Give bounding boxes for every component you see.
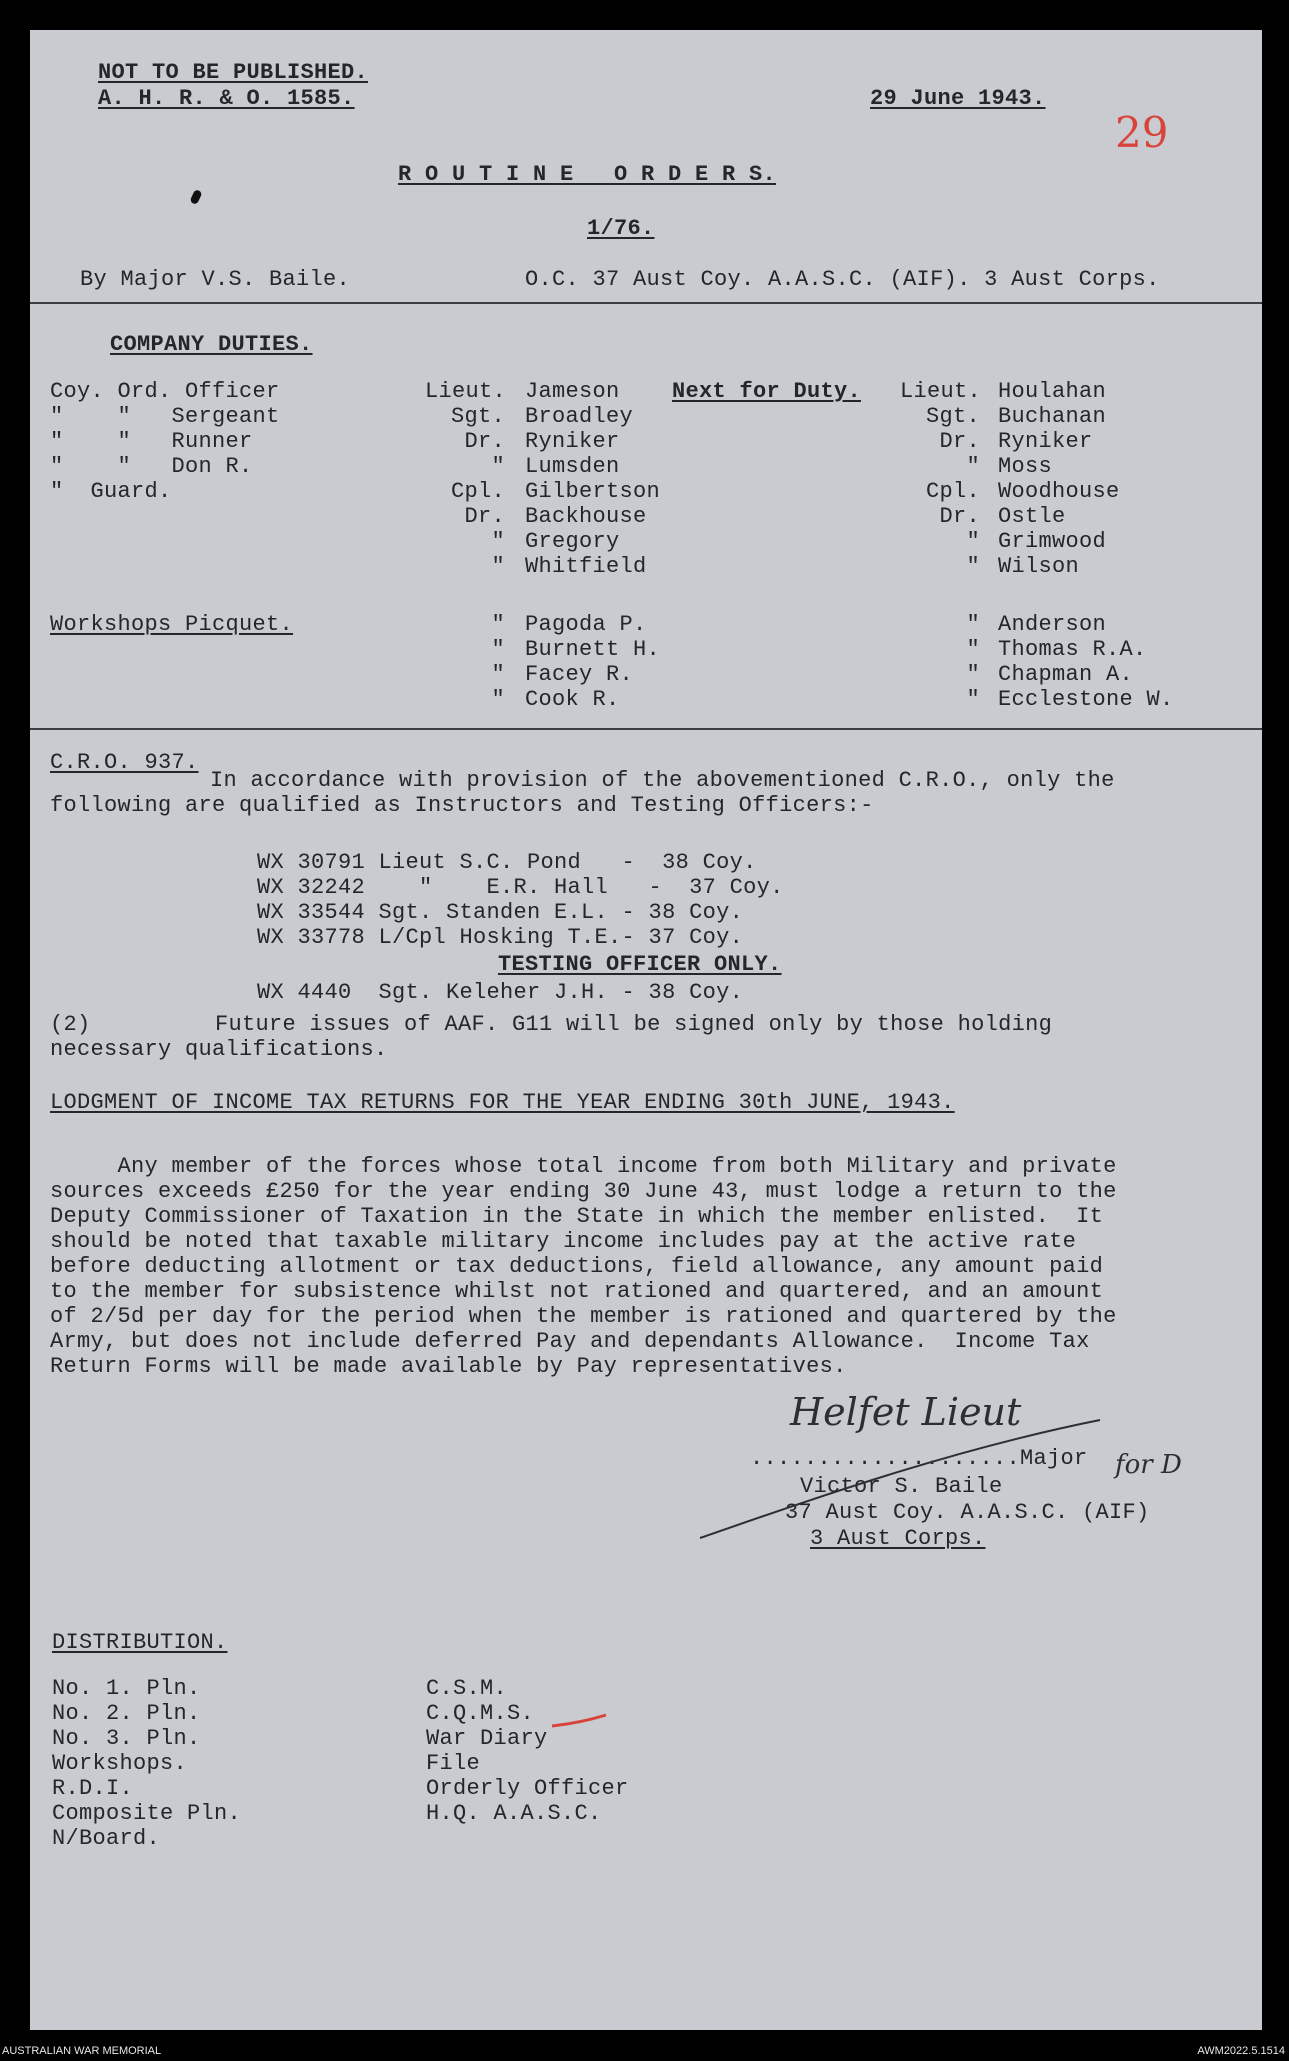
order-number: 1/76. [587, 216, 655, 241]
income-tax-line: sources exceeds £250 for the year ending 30 June 43, must lodge a return to the [50, 1179, 1117, 1204]
duty-rank: Sgt. [450, 404, 505, 429]
distribution-item: H.Q. A.A.S.C. [426, 1801, 602, 1826]
distribution-item: No. 3. Pln. [52, 1726, 201, 1751]
income-tax-line: to the member for subsistence whilst not rationed and quartered, and an amount [50, 1279, 1104, 1304]
reference-number: A. H. R. & O. 1585. [98, 86, 355, 111]
picquet-rank: " [491, 612, 505, 637]
distribution-item: N/Board. [52, 1826, 161, 1851]
duty-role: " " Don R. [50, 454, 253, 479]
next-duty-name: Houlahan [998, 379, 1107, 404]
instructor-entry: WX 32242 " E.R. Hall - 37 Coy. [257, 875, 784, 900]
distribution-item: R.D.I. [52, 1776, 134, 1801]
next-picquet-rank: " [966, 687, 980, 712]
signatory-unit: 37 Aust Coy. A.A.S.C. (AIF) [785, 1500, 1150, 1525]
document-title: R O U T I N E O R D E R S. [398, 162, 777, 187]
signature-stroke [690, 1410, 1110, 1550]
divider [30, 302, 1262, 304]
next-duty-name: Woodhouse [998, 479, 1120, 504]
next-picquet-name: Chapman A. [998, 662, 1134, 687]
duty-name: Gregory [525, 529, 620, 554]
instructor-entry: WX 33778 L/Cpl Hosking T.E.- 37 Coy. [257, 925, 744, 950]
duty-name: Gilbertson [525, 479, 661, 504]
instructor-entry: WX 33544 Sgt. Standen E.L. - 38 Coy. [257, 900, 744, 925]
duty-name: Jameson [525, 379, 620, 404]
next-picquet-name: Anderson [998, 612, 1107, 637]
duty-name: Broadley [525, 404, 634, 429]
next-duty-name: Ryniker [998, 429, 1093, 454]
company-duties-heading: COMPANY DUTIES. [110, 332, 313, 357]
item-text-line: necessary qualifications. [50, 1037, 388, 1062]
officer-commanding: O.C. 37 Aust Coy. A.A.S.C. (AIF). 3 Aust Corps. [525, 267, 1160, 292]
income-tax-heading: LODGMENT OF INCOME TAX RETURNS FOR THE YEAR ENDING 30th JUNE, 1943. [50, 1090, 955, 1115]
divider [30, 728, 1262, 730]
distribution-heading: DISTRIBUTION. [52, 1630, 228, 1655]
distribution-item: Workshops. [52, 1751, 188, 1776]
income-tax-line: Deputy Commissioner of Taxation in the State in which the member enlisted. It [50, 1204, 1104, 1229]
instructor-entry: WX 30791 Lieut S.C. Pond - 38 Coy. [257, 850, 757, 875]
picquet-name: Burnett H. [525, 637, 661, 662]
distribution-item: No. 2. Pln. [52, 1701, 201, 1726]
duty-role: " " Runner [50, 429, 253, 454]
next-for-duty-label: Next for Duty. [672, 379, 862, 404]
next-duty-name: Buchanan [998, 404, 1107, 429]
picquet-rank: " [491, 637, 505, 662]
ink-blot [189, 189, 202, 205]
item-text-line: Future issues of AAF. G11 will be signed only by those holding [215, 1012, 1053, 1037]
next-duty-name: Wilson [998, 554, 1080, 579]
next-duty-name: Ostle [998, 504, 1066, 529]
distribution-item: C.S.M. [426, 1676, 508, 1701]
next-duty-name: Moss [998, 454, 1053, 479]
distribution-item: C.Q.M.S. [426, 1701, 535, 1726]
duty-rank: Lieut. [425, 379, 507, 404]
next-picquet-name: Thomas R.A. [998, 637, 1147, 662]
duty-rank: Dr. [464, 429, 505, 454]
footer-source: AUSTRALIAN WAR MEMORIAL [2, 2045, 162, 2057]
duty-role: " Guard. [50, 479, 172, 504]
next-duty-name: Grimwood [998, 529, 1107, 554]
next-duty-rank: Dr. [939, 429, 980, 454]
duty-name: Ryniker [525, 429, 620, 454]
next-picquet-rank: " [966, 662, 980, 687]
handwritten-signature: Helfet Lieut [790, 1390, 1022, 1434]
next-picquet-rank: " [966, 637, 980, 662]
income-tax-line: before deducting allotment or tax deductions, field allowance, any amount paid [50, 1254, 1104, 1279]
cro-heading: C.R.O. 937. [50, 750, 199, 775]
testing-officer-heading: TESTING OFFICER ONLY. [498, 952, 782, 977]
income-tax-line: Return Forms will be made available by Pay representatives. [50, 1354, 847, 1379]
income-tax-line: of 2/5d per day for the period when the member is rationed and quartered by the [50, 1304, 1117, 1329]
workshops-picquet-label: Workshops Picquet. [50, 612, 294, 637]
next-duty-rank: " [966, 454, 980, 479]
duty-rank: Dr. [464, 504, 505, 529]
income-tax-line: Army, but does not include deferred Pay and dependants Allowance. Income Tax [50, 1329, 1090, 1354]
handwritten-for: for D [1115, 1450, 1182, 1480]
picquet-name: Cook R. [525, 687, 620, 712]
next-picquet-rank: " [966, 612, 980, 637]
picquet-name: Facey R. [525, 662, 634, 687]
duty-rank: " [491, 554, 505, 579]
duty-role: Coy. Ord. Officer [50, 379, 280, 404]
testing-officer-entry: WX 4440 Sgt. Keleher J.H. - 38 Coy. [257, 980, 744, 1005]
next-duty-rank: Sgt. [925, 404, 980, 429]
duty-rank: " [491, 454, 505, 479]
picquet-rank: " [491, 662, 505, 687]
document-page [30, 30, 1262, 2030]
next-duty-rank: Dr. [939, 504, 980, 529]
order-date: 29 June 1943. [870, 86, 1046, 111]
distribution-item: File [426, 1751, 481, 1776]
next-duty-rank: " [966, 529, 980, 554]
cro-intro-line: following are qualified as Instructors and Testing Officers:- [50, 793, 874, 818]
distribution-item: Composite Pln. [52, 1801, 242, 1826]
signatory-name: Victor S. Baile [800, 1474, 1003, 1499]
picquet-name: Pagoda P. [525, 612, 647, 637]
distribution-item: No. 1. Pln. [52, 1676, 201, 1701]
next-duty-rank: Lieut. [900, 379, 982, 404]
income-tax-line: should be noted that taxable military income includes pay at the active rate [50, 1229, 1077, 1254]
cro-intro-line: In accordance with provision of the abovementioned C.R.O., only the [210, 768, 1115, 793]
duty-name: Lumsden [525, 454, 620, 479]
duty-name: Whitfield [525, 554, 647, 579]
duty-rank: Cpl. [450, 479, 505, 504]
footer-accession: AWM2022.5.1514 [1197, 2045, 1285, 2057]
page-number-handwritten: 29 [1115, 108, 1169, 157]
distribution-item: Orderly Officer [426, 1776, 629, 1801]
item-number: (2) [50, 1012, 91, 1037]
not-published-label: NOT TO BE PUBLISHED. [98, 60, 369, 85]
distribution-item: War Diary [426, 1726, 548, 1751]
next-picquet-name: Ecclestone W. [998, 687, 1174, 712]
next-duty-rank: Cpl. [925, 479, 980, 504]
red-tick-mark [550, 1712, 610, 1732]
signatory-corps: 3 Aust Corps. [810, 1526, 986, 1551]
income-tax-line: Any member of the forces whose total income from both Military and private [50, 1154, 1117, 1179]
duty-name: Backhouse [525, 504, 647, 529]
next-duty-rank: " [966, 554, 980, 579]
issued-by: By Major V.S. Baile. [80, 267, 351, 292]
signature-dots: ....................Major [750, 1446, 1088, 1471]
picquet-rank: " [491, 687, 505, 712]
duty-rank: " [491, 529, 505, 554]
duty-role: " " Sergeant [50, 404, 280, 429]
